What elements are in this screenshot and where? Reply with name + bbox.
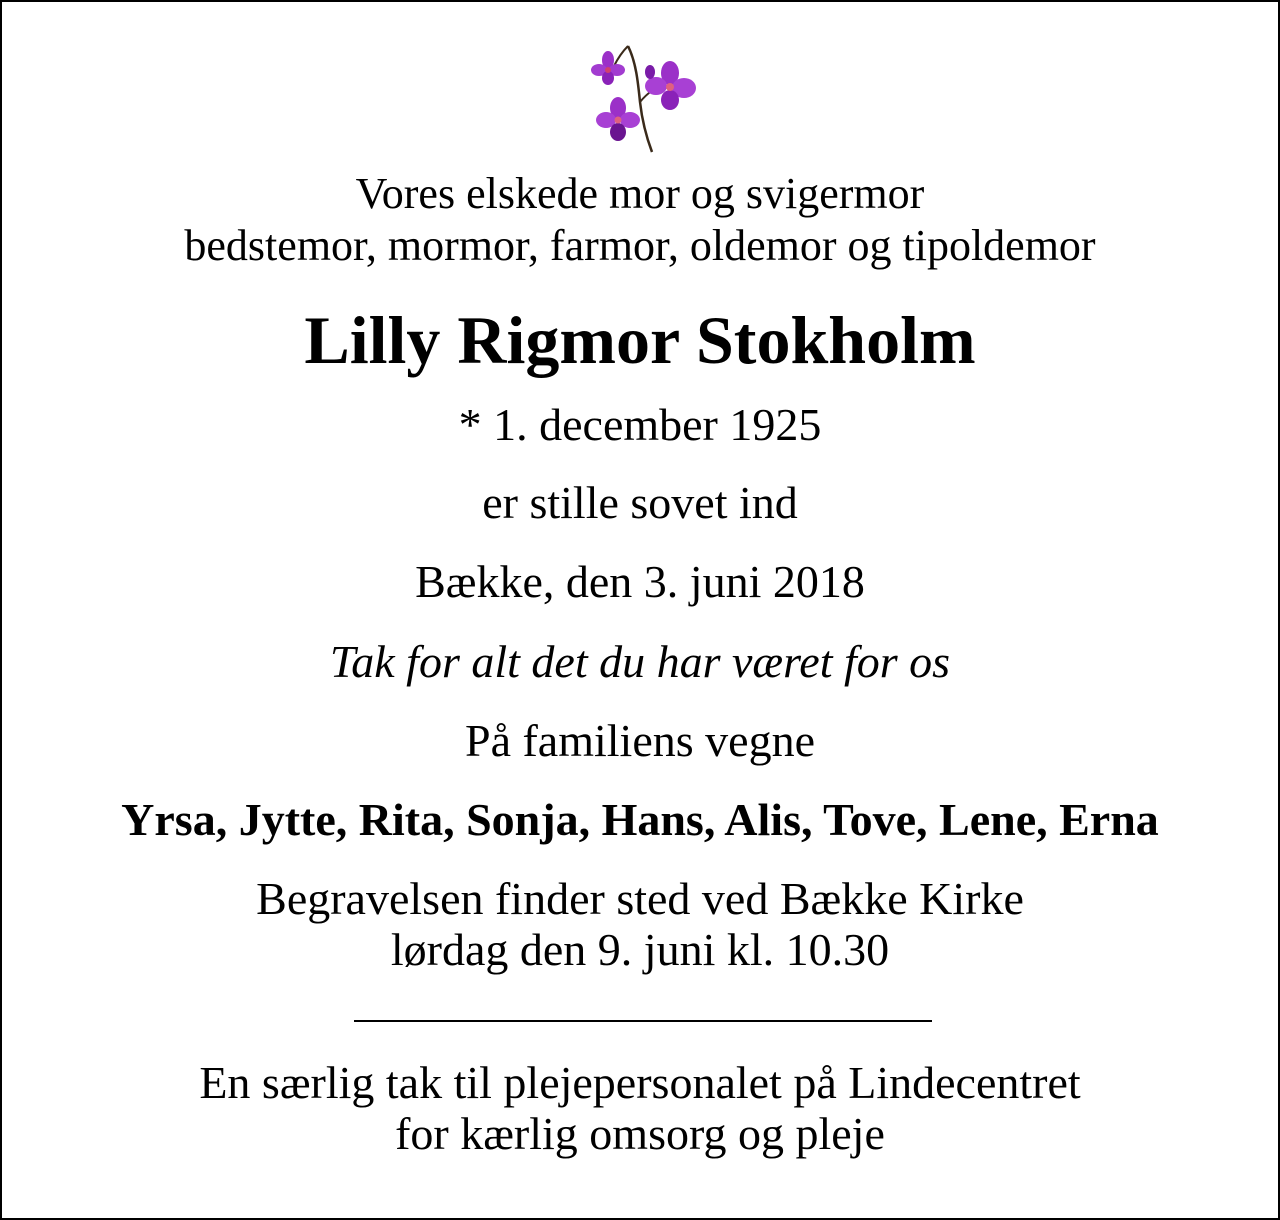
place-and-date: Bække, den 3. juni 2018 [415,556,865,607]
funeral-line-1: Begravelsen finder sted ved Bække Kirke [256,873,1024,924]
funeral-line-2: lørdag den 9. juni kl. 10.30 [390,924,890,975]
intro-line-2: bedstemor, mormor, farmor, oldemor og tipoldemor [184,221,1096,270]
on-behalf-text: På familiens vegne [464,715,815,766]
birth-date: * 1. december 1925 [458,399,822,450]
deceased-name: Lilly Rigmor Stokholm [304,302,976,378]
family-names: Yrsa, Jytte, Rita, Sonja, Hans, Alis, Tove, Lene, Erna [121,794,1159,845]
intro-line-1: Vores elskede mor og svigermor [355,169,925,218]
special-thanks-line-2: for kærlig omsorg og pleje [395,1108,885,1159]
divider-line [354,1020,932,1022]
thanks-quote: Tak for alt det du har været for os [329,636,951,687]
special-thanks-line-1: En særlig tak til plejepersonalet på Lindecentret [199,1057,1081,1108]
passed-away-text: er stille sovet ind [482,477,798,528]
orchid-icon [588,42,698,154]
